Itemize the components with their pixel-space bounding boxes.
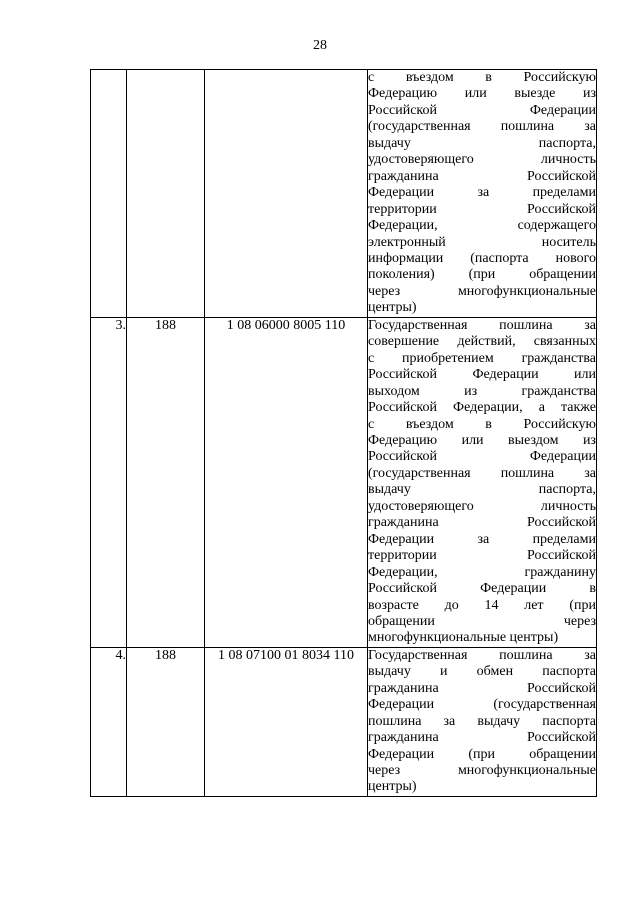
description-line: Российской Федерации в <box>368 581 596 597</box>
description-line: многофункциональные центры) <box>368 630 559 646</box>
admin-code-cell: 188 <box>127 647 205 796</box>
description-line: Федерации за пределами <box>368 531 596 547</box>
description-line: территории Российской <box>368 201 596 217</box>
description-line: пошлина за выдачу паспорта <box>368 713 596 729</box>
budget-code-cell <box>205 70 368 318</box>
table-row <box>91 647 597 796</box>
description-line: гражданина Российской <box>368 168 596 184</box>
description-line: Федерации (при обращении <box>368 746 596 762</box>
description-line: выдачу и обмен паспорта <box>368 664 596 680</box>
description-line: центры) <box>368 300 417 316</box>
description-line: территории Российской <box>368 548 596 564</box>
description-line: выдачу паспорта, <box>368 135 596 151</box>
description-line: Российской Федерации или <box>368 367 596 383</box>
description-line: (государственная пошлина за <box>368 465 596 481</box>
description-line: Федерации, содержащего <box>368 218 596 234</box>
description-line: через многофункциональные <box>368 283 596 299</box>
description-line: выдачу паспорта, <box>368 482 596 498</box>
description-line: Федерации (государственная <box>368 697 596 713</box>
admin-code-cell <box>127 70 205 318</box>
description-line: Российской Федерации, а также <box>368 400 596 416</box>
description-line: гражданина Российской <box>368 680 596 696</box>
revenue-codes-table <box>90 69 597 797</box>
description-line: Российской Федерации <box>368 449 596 465</box>
description-line: центры) <box>368 779 417 795</box>
description-line: электронный носитель <box>368 234 596 250</box>
table-row <box>91 317 597 647</box>
description-line: гражданина Российской <box>368 730 596 746</box>
description-line: информации (паспорта нового <box>368 250 596 266</box>
description-line: поколения) (при обращении <box>368 267 596 283</box>
budget-code-cell: 1 08 06000 8005 110 <box>205 317 368 647</box>
description-line: Российской Федерации <box>368 102 596 118</box>
description-line: возрасте до 14 лет (при <box>368 597 596 613</box>
page-number: 28 <box>313 38 327 53</box>
description-line: удостоверяющего личность <box>368 498 596 514</box>
description-line: Государственная пошлина за <box>368 647 596 663</box>
description-cell <box>368 647 597 796</box>
row-number-cell <box>91 70 127 318</box>
description-line: (государственная пошлина за <box>368 119 596 135</box>
description-line: Государственная пошлина за <box>368 317 596 333</box>
description-cell <box>368 317 597 647</box>
admin-code-cell: 188 <box>127 317 205 647</box>
row-number-cell: 4. <box>91 647 127 796</box>
description-cell <box>368 70 597 318</box>
description-line: Федерацию или выездом из <box>368 432 596 448</box>
description-line: выходом из гражданства <box>368 383 596 399</box>
description-line: совершение действий, связанных <box>368 334 596 350</box>
description-line: удостоверяющего личность <box>368 152 596 168</box>
description-line: Федерацию или выезде из <box>368 86 596 102</box>
description-line: Федерации, гражданину <box>368 564 596 580</box>
description-line: с въездом в Российскую <box>368 70 596 85</box>
budget-code-cell: 1 08 07100 01 8034 110 <box>205 647 368 796</box>
description-line: обращении через <box>368 613 596 629</box>
description-line: Федерации за пределами <box>368 185 596 201</box>
description-line: гражданина Российской <box>368 515 596 531</box>
description-line: с приобретением гражданства <box>368 350 596 366</box>
description-line: через многофункциональные <box>368 763 596 779</box>
description-line: с въездом в Российскую <box>368 416 596 432</box>
row-number-cell: 3. <box>91 317 127 647</box>
table-row <box>91 70 597 318</box>
